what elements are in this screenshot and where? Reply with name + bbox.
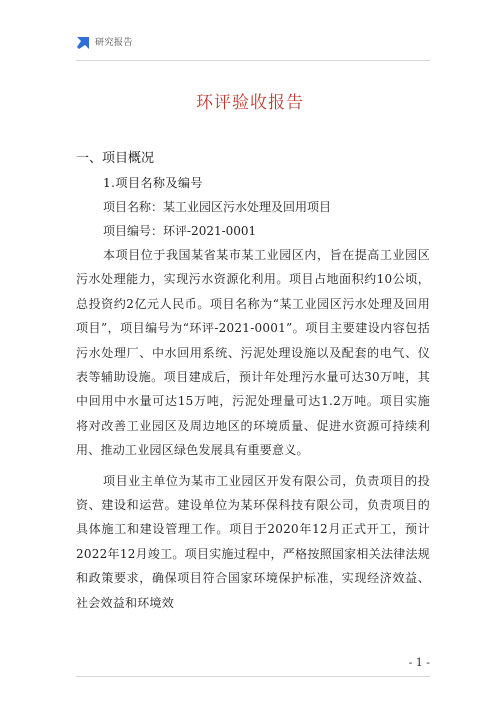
header-divider: [76, 60, 430, 61]
page-header: [0, 0, 500, 62]
section-heading: 一、项目概况: [76, 151, 155, 166]
header-label: 研究报告: [95, 38, 134, 48]
document-title: 环评验收报告: [196, 93, 304, 113]
footer-divider: [76, 676, 430, 677]
paragraph-owner: 项目业主单位为某市工业园区开发有限公司，负责项目的投资、建设和运营。建设单位为某环保科技有限公司，负责项目的具体施工和建设管理工作。项目于2020年12月正式开工，预计2022年12月竣工。项目实施过程中，严格按照国家相关法律法规和政策要求，确保项目符合国家环境保护标准，实现经济效益、社会效益和环境效: [76, 473, 430, 610]
diagonal-arrow-icon: [76, 36, 90, 50]
paragraph-overview: 本项目位于我国某省某市某工业园区内，旨在提高工业园区污水处理能力，实现污水资源化利用。项目占地面积约10公顷，总投资约2亿元人民币。项目名称为“某工业园区污水处理及回用项目”，项目编号为“环评-2021-0001”。项目主要建设内容包括污水处理厂、中水回用系统、污泥处理设施以及配套的电气、仪表等辅助设施。项目建成后，预计年处理污水量可达30万吨，其中回用中水量可达15万吨，污泥处理量可达1.2万吨。项目实施将对改善工业园区及周边地区的环境质量、促进水资源可持续利用、推动工业园区绿色发展具有重要意义。: [76, 248, 430, 458]
subsection-heading: 1.项目名称及编号: [103, 176, 203, 190]
project-name-line: 项目名称：某工业园区污水处理及回用项目: [103, 200, 332, 214]
document-body: [76, 147, 430, 615]
project-code-line: 项目编号：环评-2021-0001: [103, 224, 257, 238]
page-number: - 1 -: [408, 656, 430, 669]
